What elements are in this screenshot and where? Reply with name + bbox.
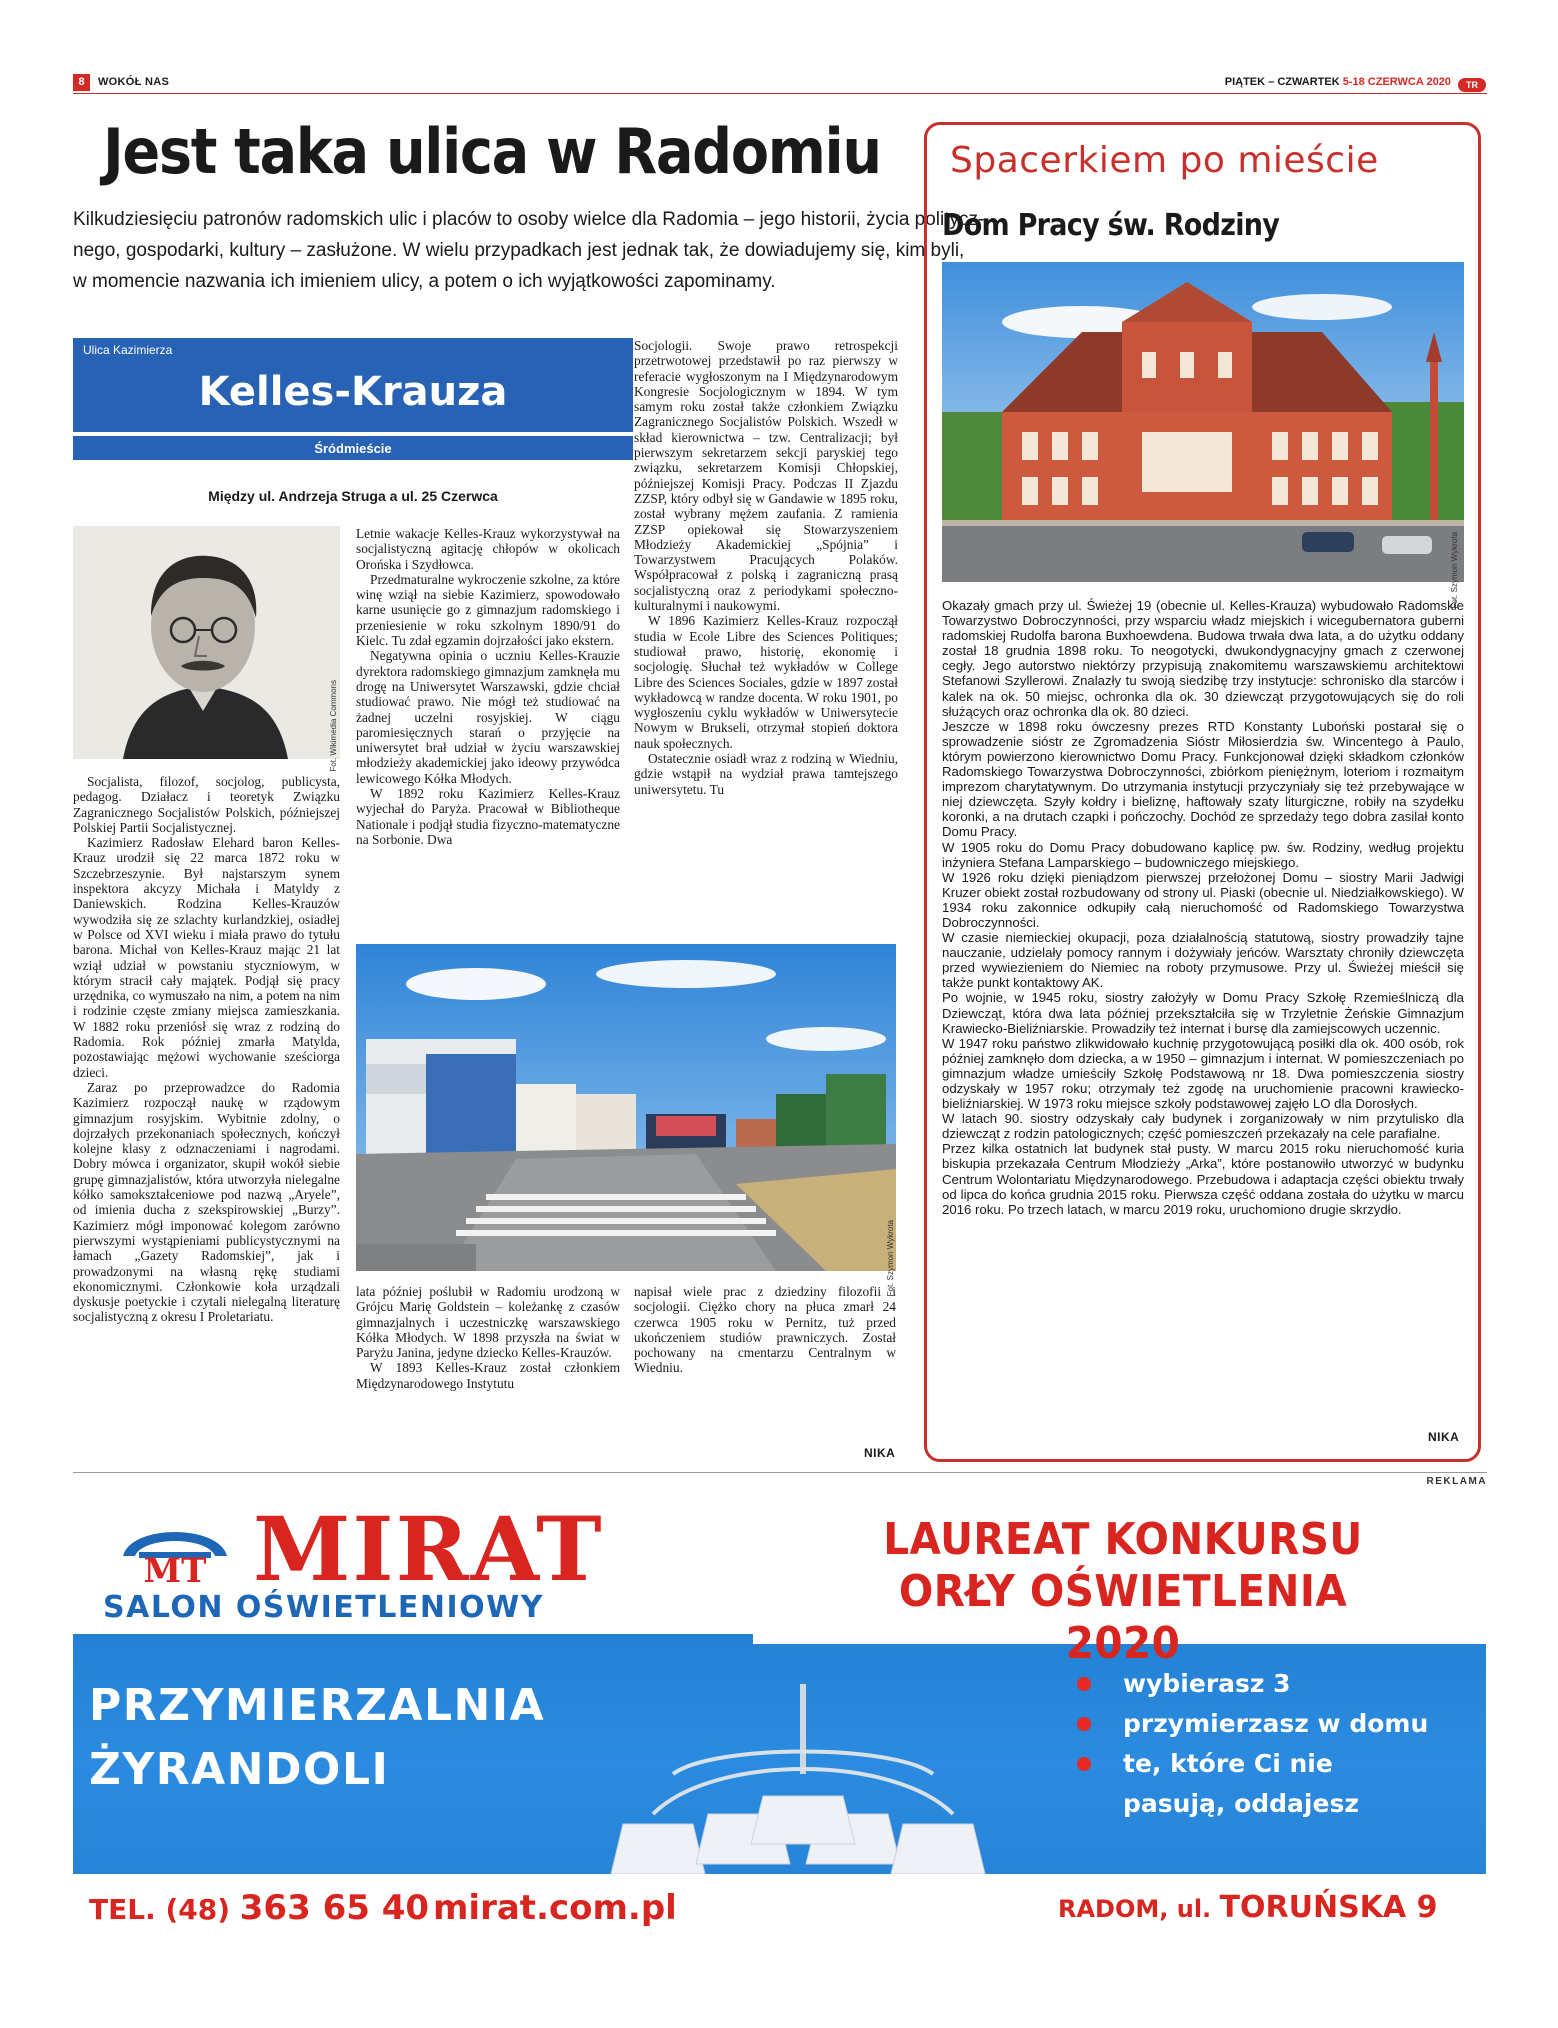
ad-bullet-text: te, które Ci nie pasują, oddajesz (1123, 1749, 1359, 1818)
bullet-dot-icon (1077, 1717, 1091, 1731)
paragraph: lata później poślubił w Radomiu urodzoną w Grójcu Marię Goldstein – koleżankę z czasów gimnazjalnych i uczestniczkę warszawskiego Kółka Młodych. W 1898 przyszła na świat w Paryżu Janina, jedyne dziecko Kelles-Krauzów. (356, 1284, 620, 1361)
building-photo-credit: Fot. Szymon Wykrota (1450, 532, 1459, 609)
paragraph: W 1893 Kelles-Krauz został członkiem Międzynarodowego Instytutu (356, 1360, 620, 1391)
street-location: Między ul. Andrzeja Struga a ul. 25 Czerwca (208, 488, 498, 504)
ad-divider (73, 1472, 1487, 1473)
paragraph: Przez kilka ostatnich lat budynek stał pusty. W marcu 2015 roku nieruchomość kuria biskupia przekazała Centrum Młodzieży „Arka”, które postanowiło utworzyć w budynku Centrum Wolontariatu Międzynarodowego. Przebudowa i adaptacja części obiektu trwały od lipca do końca grudnia 2015 roku. Pierwsza część oddana została do użytku w marcu 2016 roku. Po trzech latach, w marcu 2019 roku, uruchomiono drugie skrzydło. (942, 1141, 1464, 1217)
section-title: WOKÓŁ NAS (98, 76, 170, 88)
header-divider (73, 93, 1487, 94)
ad-address (1058, 1880, 1437, 1937)
paragraph: W 1926 roku dzięki pieniądzom pierwszej przełożonej Domu – siostry Marii Jadwigi Kruzer obiekt został rozbudowany od strony ul. Piaski (obecnie ul. Niedziałkowskiego). W 1934 roku zakonnice odkupiły całą nieruchomość od Radomskiego Towarzystwa Dobroczynności. (942, 869, 1464, 930)
page-number: 8 (73, 74, 90, 91)
building-illustration (942, 262, 1464, 582)
ad-website-link[interactable]: mirat.com.pl (433, 1888, 677, 1928)
mirat-logo (119, 1516, 231, 1586)
mirat-logo-letters: MT (143, 1551, 207, 1586)
sidebar-author: NIKA (1428, 1430, 1460, 1444)
issue-date-range: 5-18 CZERWCA 2020 (1342, 76, 1451, 88)
paragraph: Negatywna opinia o uczniu Kelles-Krauzie dyrektora radomskiego gimnazjum zamknęła mu drogę na Uniwersytet Warszawski, gdzie chciał studiować prawo. Nie mógł też studiować na żadnej uczelni rosyjskiej. W ciągu paromiesięcznych starań o przyjęcie na uniwersytet brał udział w życiu warszawskiej młodzieży akademickiej jako ideowy przywódca lewicowego Kółka Młodych. (356, 648, 620, 786)
ad-bullet (1063, 1704, 1428, 1744)
street-illustration (356, 944, 896, 1271)
street-sign-prefix: Ulica Kazimierza (83, 343, 173, 357)
paragraph: Socjalista, filozof, socjolog, publicysta, pedagog. Działacz i teoretyk Związku Zagranicznego Socjalistów Polskich, późniejszej Polskiej Partii Socjalistycznej. (73, 774, 340, 835)
ad-address-street: TORUŃSKA 9 (1219, 1890, 1438, 1925)
article-column-2-continued (356, 1284, 620, 1391)
lead-line: nego, gospodarki, kultury – zasłużone. W wielu przypadkach jest jednak tak, że dowiadujemy się, kim byli, (73, 240, 965, 261)
paragraph: Okazały gmach przy ul. Świeżej 19 (obecnie ul. Kelles-Krauza) wybudowało Radomskie Towarzystwo Dobroczynności, przy wsparciu władz miejskich i wicegubernatora guberni radomskiej Rudolfa barona Buxhoewdena. Budowa trwała dwa lata, a do użytku oddany został 18 grudnia 1898 roku. To neogotycki, dwukondygnacyjny gmach z czerwonej cegły. Jego autorstwo niektórzy przypisują znakomitemu warszawskiemu architektowi Stefanowi Szyllerowi. Znalazły tu swoją siedzibę trzy instytucje: schronisko dla starców i kalek na ok. 50 miejsc, ochronka dla ok. 30 dziewcząt przygotowujących się do roli służących oraz ochronka dla ok. 80 dzieci. (942, 598, 1464, 719)
street-photo-credit: Fot. Szymon Wykrota (886, 1220, 895, 1297)
ad-subtitle: SALON OŚWIETLENIOWY (103, 1590, 544, 1625)
paragraph: W 1896 Kazimierz Kelles-Krauz rozpoczął studia w Ecole Libre des Sciences Politiques; studiował prawo, historię, ekonomię i socjologię. Słuchał też wykładów w College Libre des Sciences Sociales, gdzie w 1897 został wykładowcą w randze docenta. W roku 1901, po wygłoszeniu cyklu wykładów w Uniwersytecie Nowym w Brukseli, otrzymał stopień doktora nauk społecznych. (634, 613, 898, 751)
paragraph: Przedmaturalne wykroczenie szkolne, za które winę wziął na siebie Kazimierz, spowodowało karne usunięcie go z gimnazjum radomskiego i przeniesienie w roku szkolnym 1890/91 do Kielc. Tu zdał egzamin dojrzałości jako ekstern. (356, 571, 620, 649)
ad-bullets (1063, 1664, 1428, 1824)
headline: Jest taka ulica w Radomiu (103, 115, 881, 188)
article-column-3-continued (634, 1284, 896, 1376)
chandelier-illustration (593, 1684, 1013, 1884)
paragraph: napisał wiele prac z dziedziny filozofii i socjologii. Ciężko chory na płuca zmarł 24 czerwca 1905 roku w Pernitz, tuż przed ukończeniem studiów prawniczych. Został pochowany na cmentarzu Centralnym w Wiedniu. (634, 1284, 896, 1376)
ad-headline-line: ŻYRANDOLI (89, 1744, 390, 1795)
paragraph: Zaraz po przeprowadzce do Radomia Kazimierz rozpoczął naukę w rządowym gimnazjum rosyjskim. Wybitnie zdolny, o dojrzałych przekonaniach społecznych, kończył kolejne klasy z odznaczeniami i nagrodami. Dobry mówca i organizator, skupił wokół siebie grupę gimnazjalistów, która utworzyła nielegalne kółko samokształceniowe pod nazwą „Aryele”, od imienia ducha z szekspirowskiej „Burzy”. Kazimierz mógł imponować kolegom zarówno pierwszymi wystąpieniami publicystycznymi na łamach „Gazety Radomskiej”, jak i prowadzonymi na własną rękę studiami ekonomicznymi. Członkowie koła urządzali dyskusje poetyckie i czytali nielegalną literaturę socjalistyczną z okresu I Proletariatu. (73, 1079, 340, 1325)
ad-headline (89, 1674, 545, 1802)
article-author: NIKA (864, 1446, 896, 1460)
building-photo (942, 262, 1464, 582)
paragraph: Letnie wakacje Kelles-Krauz wykorzystywał na socjalistyczną agitację chłopów w okolicach Orońska i Szydłowca. (356, 526, 620, 572)
paragraph: Socjologii. Swoje prawo retrospekcji przetrwotowej przedstawił po raz pierwszy w referacie wygłoszonym na I Międzynarodowym Kongresie Socjologicznym w 1894. W tym samym roku został także członkiem Związku Zagranicznego Socjalistów Polskich. Wszedł w skład kierownictwa – tzw. Centralizacji; był pierwszym sekretarzem sekcji paryskiej tego związku, sekretarzem Komisji Chłopskiej, późniejszej Komisji Pracy. Podczas II Zjazdu ZZSP, który odbył się w Gandawie w 1895 roku, został wybrany mężem zaufania. Z ramienia ZZSP opiekował się Stowarzyszeniem Młodzieży Akademickiej „Spójnia” i Towarzystwem Pracujących Polaków. Współpracował z polską i zagraniczną prasą socjalistyczną oraz z periodykami społeczno-kulturalnymi i naukowymi. (634, 338, 898, 614)
street-sign-name: Kelles-Krauza (198, 369, 508, 415)
paragraph: Kazimierz Radosław Elehard baron Kelles-Krauz urodził się 22 marca 1872 roku w Szczebrzeszynie. Był najstarszym synem inspektora akcyzy Michała i Matyldy z Daniewskich. Rodzina Kelles-Krauzów wywodziła się ze szlachty kurlandzkiej, osiadłej w Polsce od XVI wieku i miała prawo do tytułu barona. Michał von Kelles-Krauz mając 21 lat wziął udział w powstaniu styczniowym, w którym stracił cały majątek. Podjął się pracy urzędnika, co wymuszało na nim, a potem na nim i rodzinie częste zmiany miejsca zamieszkania. W 1882 roku przeniósł się wraz z rodziną do Radomia. Rok później zmarła Matylda, pozostawiając mężowi wychowanie sześciorga dzieci. (73, 835, 340, 1080)
paragraph: Ostatecznie osiadł wraz z rodziną w Wiedniu, gdzie wstąpił na wydział prawa tamtejszego uniwersytetu. Tu (634, 751, 898, 797)
paragraph: W czasie niemieckiej okupacji, poza działalnością statutową, siostry prowadziły tajne nauczanie, udzielały pomocy rannym i dożywiały jeńców. Warsztaty chroniły dziewczęta przed wywiezieniem do Niemiec na roboty przymusowe. Przy ul. Świeżej mieścił się także punkt kontaktowy AK. (942, 930, 1464, 991)
ad-bullet-text: przymierzasz w domu (1123, 1709, 1429, 1738)
ad-award-line: LAUREAT KONKURSU (883, 1514, 1363, 1565)
ad-bullet (1063, 1664, 1428, 1704)
ad-label: REKLAMA (1426, 1476, 1487, 1487)
ad-bullet (1063, 1744, 1403, 1824)
bullet-dot-icon (1077, 1677, 1091, 1691)
ad-award-line: ORŁY OŚWIETLENIA 2020 (898, 1566, 1348, 1669)
paragraph: W 1892 roku Kazimierz Kelles-Krauz wyjechał do Paryża. Pracował w Bibliotheque Nationale i podjął studia fizyczno-matematyczne na Sorbonie. Dwa (356, 786, 620, 847)
mirat-logo-icon (119, 1516, 231, 1586)
sidebar-heading: Dom Pracy św. Rodziny (942, 208, 1280, 243)
paragraph: W 1947 roku państwo zlikwidowało kuchnię przygotowującą posiłki dla ok. 400 osób, rok później zamknęło dom dziecka, a w 1950 – gimnazjum i internat. W pomieszczeniach po gimnazjum władze umieściły Szkołę Podstawową nr 18. Dwa pomieszczenia siostry odzyskały w 1957 roku; otrzymały też zgodę na uruchomienie pracowni krawiecko-bieliźniarskiej. W 1973 roku miejsce szkoły podstawowej zajęło LO dla Dorosłych. (942, 1035, 1464, 1112)
bullet-dot-icon (1077, 1757, 1091, 1771)
article-column-2 (356, 526, 620, 847)
lead-paragraph (73, 204, 985, 297)
ad-phone[interactable] (89, 1880, 429, 1938)
article-column-3 (634, 338, 898, 797)
lead-line: w momencie nazwania ich imieniem ulicy, a potem o ich wyjątkowości zapominamy. (73, 271, 776, 292)
ad-brand: MIRAT (253, 1497, 604, 1601)
paragraph: Po wojnie, w 1945 roku, siostry założyły w Domu Pracy Szkołę Rzemieślniczą dla Dziewcząt, która dwa lata później przekształciła się w Trzyletnie Żeńskie Gimnazjum Krawiecko-Bieliźniarskie. Prowadziły też internat i bursę dla zamiejscowych uczennic. (942, 990, 1464, 1036)
lead-line: Kilkudziesięciu patronów radomskich ulic i placów to osoby wielce dla Radomia – jego historii, życia politycz- (73, 209, 985, 230)
paragraph: W 1905 roku do Domu Pracy dobudowano kaplicę pw. św. Rodziny, według projektu inżyniera Stefana Lamparskiego – budowniczego miejskiego. (942, 839, 1464, 870)
advertisement[interactable] (73, 1494, 1486, 1942)
portrait-credit: Fot. Wikimedia Commons (329, 680, 338, 772)
issue-date (1225, 74, 1486, 92)
ad-phone-prefix: TEL. (48) (89, 1893, 231, 1926)
ad-phone-number: 363 65 40 (239, 1888, 430, 1928)
article-column-1 (73, 774, 340, 1325)
ad-address-prefix: RADOM, ul. (1058, 1895, 1212, 1923)
ad-headline-line: PRZYMIERZALNIA (89, 1680, 546, 1731)
sidebar-title: Spacerkiem po mieście (950, 140, 1379, 181)
street-sign-district: Śródmieście (73, 432, 633, 460)
newspaper-logo: TR (1458, 78, 1486, 92)
ad-award (838, 1514, 1408, 1670)
paragraph: Jeszcze w 1898 roku ówczesny prezes RTD Konstanty Luboński postarał się o sprowadzenie sióstr ze Zgromadzenia Sióstr Miłosierdzia św. Wincentego à Paulo, którym powierzono kierownictwo Domu Pracy. Funkcjonował dzięki składkom członków Radomskiego Towarzystwa Dobroczynności, zbiórkom pieniężnym, loteriom i rozmaitym imprezom charytatywnym. Do utrzymania instytucji przyczyniały się też przebywające w niej dziewczęta. Szyły kołdry i bieliznę, haftowały szaty liturgiczne, robiły na szydełku koronki, a na drutach czapki i pończochy. Dochód ze sprzedaży tego dobra zasilał konto Domu Pracy. (942, 718, 1464, 840)
sidebar-text (942, 598, 1464, 1217)
ad-bullet-text: wybierasz 3 (1123, 1669, 1291, 1698)
paragraph: W latach 90. siostry odzyskały cały budynek i zorganizowały w nim przytulisko dla dziewcząt z rodzin patologicznych; część pomieszczeń przekazały na cele parafialne. (942, 1111, 1464, 1142)
issue-date-days: PIĄTEK – CZWARTEK (1224, 76, 1340, 88)
street-photo (356, 944, 896, 1271)
portrait-photo (73, 526, 340, 759)
portrait-illustration (73, 526, 340, 759)
